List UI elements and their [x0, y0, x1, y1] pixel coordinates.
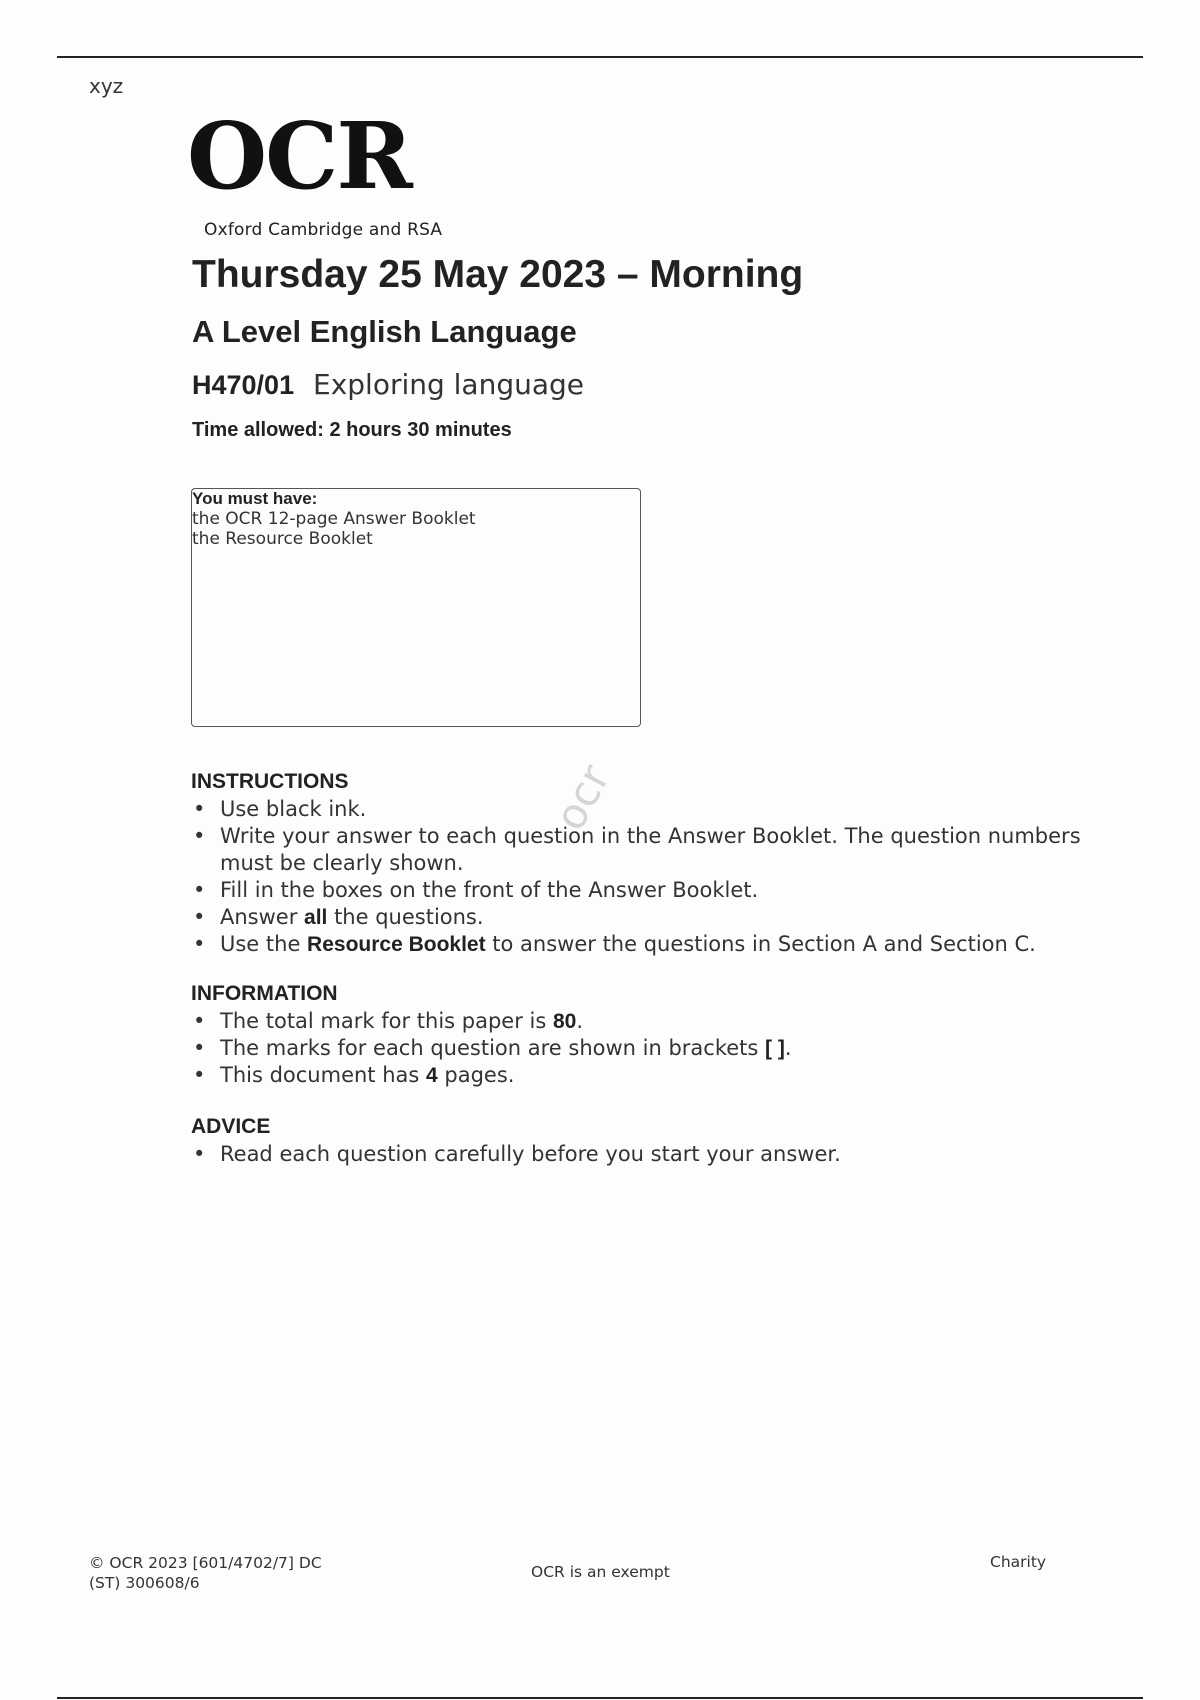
- bullet-icon: •: [193, 1009, 206, 1033]
- list-item: [191, 796, 1120, 823]
- watermark: ocr: [545, 756, 620, 839]
- exam-subject: A Level English Language: [192, 314, 577, 349]
- footer-copyright: [89, 1553, 322, 1593]
- list-item-text: to answer the questions in Section A and Section C.: [485, 932, 1036, 956]
- list-item-text: Write your answer to each question in the Answer Booklet. The question numbers must be clearly shown.: [220, 824, 1081, 875]
- paper-line: [192, 368, 584, 401]
- bullet-icon: •: [193, 1036, 206, 1060]
- list-item-text: Fill in the boxes on the front of the Answer Booklet.: [220, 878, 759, 902]
- list-item-text: Use black ink.: [220, 797, 367, 821]
- bullet-icon: •: [193, 824, 206, 848]
- information-section: [191, 982, 1120, 1089]
- list-item-text: the questions.: [327, 905, 484, 929]
- instructions-section: [191, 770, 1120, 958]
- logo-subtitle: Oxford Cambridge and RSA: [204, 220, 443, 240]
- must-have-item: the Resource Booklet: [192, 529, 373, 549]
- list-item-text: .: [576, 1009, 584, 1033]
- footer-reference-line: (ST) 300608/6: [89, 1574, 200, 1592]
- time-allowed: Time allowed: 2 hours 30 minutes: [192, 419, 512, 441]
- list-item: [191, 877, 1120, 904]
- footer-exempt-note: OCR is an exempt: [531, 1563, 670, 1581]
- emphasis-text: [ ]: [765, 1037, 785, 1060]
- must-have-item: the OCR 12-page Answer Booklet: [192, 509, 476, 529]
- list-item-text: The total mark for this paper is: [220, 1009, 553, 1033]
- emphasis-text: 4: [426, 1064, 438, 1087]
- top-rule: [57, 56, 1143, 58]
- list-item-text: This document has: [220, 1063, 427, 1087]
- advice-list: [191, 1141, 1120, 1168]
- paper-title: Exploring language: [313, 368, 585, 401]
- list-item: [191, 1062, 1120, 1089]
- bullet-icon: •: [193, 905, 206, 929]
- emphasis-text: 80: [552, 1010, 577, 1033]
- list-item-text: Answer: [220, 905, 305, 929]
- bullet-icon: •: [193, 1142, 206, 1166]
- bullet-icon: •: [193, 932, 206, 956]
- list-item-text: Use the: [220, 932, 308, 956]
- header-tag: xyz: [89, 74, 124, 98]
- instructions-heading: INSTRUCTIONS: [191, 770, 349, 793]
- instructions-list: [191, 796, 1120, 958]
- list-item: [191, 904, 1120, 931]
- exam-date: Thursday 25 May 2023 – Morning: [192, 253, 804, 296]
- bullet-icon: •: [193, 1063, 206, 1087]
- list-item: [191, 823, 1120, 877]
- emphasis-text: Resource Booklet: [307, 933, 486, 956]
- list-item-text: Read each question carefully before you start your answer.: [220, 1142, 841, 1166]
- footer-charity-note: Charity: [990, 1553, 1047, 1571]
- advice-heading: ADVICE: [191, 1115, 271, 1138]
- information-heading: INFORMATION: [191, 982, 338, 1005]
- must-have-box: [191, 488, 641, 727]
- logo-wordmark: OCR: [187, 102, 411, 210]
- list-item: [191, 931, 1120, 958]
- information-list: [191, 1008, 1120, 1089]
- list-item-text: .: [784, 1036, 792, 1060]
- list-item: [191, 1008, 1120, 1035]
- bullet-icon: •: [193, 878, 206, 902]
- list-item: [191, 1141, 1120, 1168]
- list-item: [191, 1035, 1120, 1062]
- list-item-text: pages.: [437, 1063, 515, 1087]
- list-item-text: The marks for each question are shown in brackets: [220, 1036, 766, 1060]
- paper-code: H470/01: [192, 370, 295, 400]
- emphasis-text: all: [304, 906, 328, 929]
- ocr-logo: [187, 102, 443, 240]
- must-have-title: You must have:: [192, 489, 318, 508]
- bottom-rule: [57, 1697, 1143, 1699]
- footer-copyright-line: © OCR 2023 [601/4702/7] DC: [89, 1554, 322, 1572]
- advice-section: [191, 1115, 1120, 1168]
- bullet-icon: •: [193, 797, 206, 821]
